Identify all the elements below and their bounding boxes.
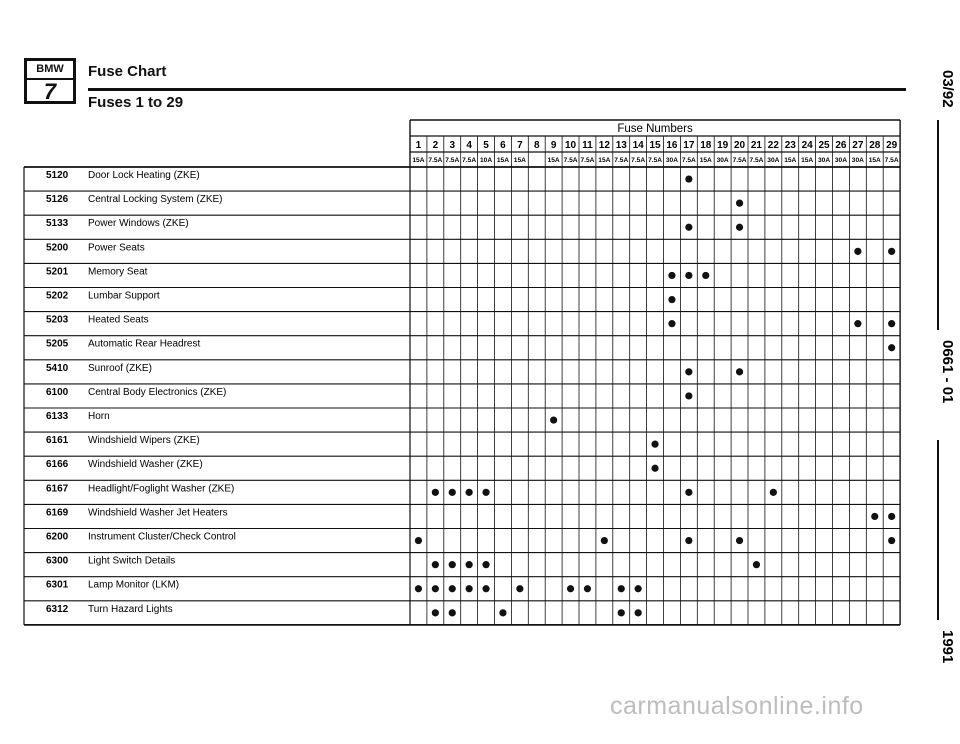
row-code: 5201	[46, 266, 69, 278]
fuse-dot-6100-17	[685, 392, 692, 399]
fuse-amperage-11: 7.5A	[580, 157, 595, 164]
fuse-dot-6167-17	[685, 489, 692, 496]
fuse-number-25: 25	[818, 140, 830, 151]
fuse-number-15: 15	[649, 140, 661, 151]
fuse-amperage-19: 30A	[716, 157, 729, 164]
fuse-amperage-16: 30A	[665, 157, 679, 164]
fuse-amperage-25: 30A	[817, 157, 831, 164]
row-code: 5203	[46, 314, 69, 326]
row-description: Instrument Cluster/Check Control	[88, 531, 236, 543]
fuse-dot-5410-20	[736, 368, 743, 375]
row-code: 6161	[46, 435, 69, 447]
row-description: Lumbar Support	[88, 290, 160, 302]
fuse-dot-6301-3	[449, 585, 456, 592]
logo-series: 7	[43, 79, 57, 104]
fuse-dot-6301-5	[482, 585, 489, 592]
fuse-dot-6312-3	[449, 609, 456, 616]
fuse-number-23: 23	[784, 140, 796, 151]
side-year-text: 1991	[939, 630, 956, 664]
fuse-amperage-9: 15A	[547, 157, 560, 164]
fuse-amperage-17: 7.5A	[681, 157, 696, 164]
fuse-number-6: 6	[500, 140, 506, 151]
row-description: Lamp Monitor (LKM)	[88, 579, 180, 591]
fuse-amperage-23: 15A	[784, 157, 797, 164]
side-year	[921, 630, 956, 670]
fuse-dot-6167-3	[449, 489, 456, 496]
row-code: 6133	[46, 411, 69, 422]
fuse-dot-6312-2	[432, 609, 439, 616]
row-code: 5410	[46, 362, 69, 374]
fuse-dot-5200-27	[854, 248, 861, 255]
fuse-number-14: 14	[632, 140, 644, 151]
row-description: Heated Seats	[88, 314, 149, 326]
fuse-amperage-15: 7.5A	[648, 157, 663, 164]
row-description: Door Lock Heating (ZKE)	[88, 170, 200, 181]
watermark: carmanualsonline.info	[610, 692, 864, 720]
title-rule	[88, 88, 906, 91]
fuse-number-20: 20	[733, 140, 746, 151]
fuse-number-17: 17	[683, 140, 695, 151]
fuse-dot-6301-2	[432, 585, 439, 592]
fuse-number-10: 10	[564, 140, 577, 151]
fuse-dot-6169-28	[871, 513, 878, 520]
fuse-dot-6312-13	[618, 609, 625, 616]
side-rule-top	[937, 120, 939, 330]
row-description: Windshield Washer Jet Heaters	[88, 507, 228, 519]
fuse-dot-5203-27	[854, 320, 861, 327]
fuse-amperage-10: 7.5A	[563, 157, 578, 164]
page-title: Fuse Chart	[88, 63, 167, 80]
fuse-dot-6300-5	[482, 561, 489, 568]
fuse-dot-5200-29	[888, 248, 895, 255]
fuse-amperage-24: 15A	[801, 157, 814, 164]
fuse-amperage-4: 7.5A	[462, 157, 477, 164]
fuse-amperage-14: 7.5A	[631, 157, 646, 164]
bmw-7-logo	[24, 58, 76, 104]
fuse-dot-6301-14	[635, 585, 642, 592]
fuse-amperage-1: 15A	[412, 157, 425, 164]
row-description: Central Body Electronics (ZKE)	[88, 386, 227, 398]
fuse-dot-6200-29	[888, 537, 895, 544]
side-date	[921, 70, 956, 110]
row-code: 5200	[46, 242, 69, 254]
fuse-amperage-18: 15A	[699, 157, 712, 164]
fuse-dot-5133-17	[685, 224, 692, 231]
fuse-dot-5410-17	[685, 368, 692, 375]
fuse-dot-5202-16	[668, 296, 675, 303]
side-rule-bottom	[937, 440, 939, 620]
fuse-dot-6301-4	[466, 585, 473, 592]
fuse-number-21: 21	[750, 140, 763, 151]
fuse-number-16: 16	[666, 140, 678, 151]
row-description: Turn Hazard Lights	[88, 603, 173, 615]
fuse-dot-5126-20	[736, 200, 743, 207]
row-description: Power Seats	[88, 242, 145, 254]
row-code: 6301	[46, 579, 69, 591]
fuse-number-13: 13	[615, 140, 627, 151]
fuse-dot-6312-14	[635, 609, 642, 616]
row-code: 5120	[46, 170, 69, 181]
fuse-dot-6166-15	[651, 465, 658, 472]
row-description: Sunroof (ZKE)	[88, 362, 152, 374]
fuse-dot-6301-7	[516, 585, 523, 592]
fuse-number-27: 27	[852, 140, 864, 151]
row-code: 6166	[46, 459, 69, 471]
row-code: 6312	[46, 603, 69, 615]
fuse-number-19: 19	[717, 140, 729, 151]
fuse-dot-5203-16	[668, 320, 675, 327]
side-date-text: 03/92	[939, 70, 956, 108]
fuse-number-24: 24	[801, 140, 813, 151]
row-code: 6167	[46, 483, 69, 495]
fuse-number-12: 12	[598, 140, 610, 151]
fuse-amperage-28: 15A	[868, 157, 881, 164]
row-description: Headlight/Foglight Washer (ZKE)	[88, 483, 235, 495]
fuse-dot-6301-10	[567, 585, 574, 592]
fuse-number-18: 18	[700, 140, 712, 151]
row-code: 5133	[46, 218, 69, 230]
fuse-amperage-20: 7.5A	[732, 157, 747, 164]
fuse-dot-6300-2	[432, 561, 439, 568]
fuse-number-11: 11	[582, 140, 593, 151]
fuse-number-29: 29	[886, 140, 898, 151]
row-code: 6100	[46, 386, 69, 398]
fuse-amperage-7: 15A	[513, 157, 526, 164]
fuse-number-7: 7	[517, 140, 523, 151]
row-description: Horn	[88, 411, 110, 422]
fuse-dot-6312-6	[499, 609, 506, 616]
fuse-dot-6300-21	[753, 561, 760, 568]
fuse-dot-6300-3	[449, 561, 456, 568]
fuse-amperage-22: 30A	[767, 157, 780, 164]
fuse-amperage-27: 30A	[851, 157, 864, 164]
fuse-number-2: 2	[432, 140, 439, 151]
fuse-dot-5133-20	[736, 224, 743, 231]
fuse-numbers-header: Fuse Numbers	[617, 123, 693, 135]
fuse-dot-6200-1	[415, 537, 422, 544]
fuse-number-4: 4	[466, 140, 472, 151]
fuse-dot-5201-18	[702, 272, 709, 279]
page-subtitle: Fuses 1 to 29	[88, 94, 184, 111]
row-code: 6300	[46, 555, 69, 567]
fuse-chart-table	[20, 120, 910, 640]
fuse-dot-6200-20	[736, 537, 743, 544]
row-description: Windshield Wipers (ZKE)	[88, 435, 200, 447]
row-code: 6169	[46, 507, 69, 519]
fuse-dot-5203-29	[888, 320, 895, 327]
row-code: 6200	[46, 531, 69, 543]
fuse-amperage-5: 10A	[479, 157, 493, 164]
fuse-amperage-6: 15A	[496, 157, 510, 164]
fuse-dot-5201-16	[668, 272, 675, 279]
row-description: Windshield Washer (ZKE)	[88, 459, 203, 471]
fuse-dot-6200-12	[601, 537, 608, 544]
row-description: Light Switch Details	[88, 555, 176, 567]
fuse-number-26: 26	[835, 140, 847, 151]
fuse-dot-6169-29	[888, 513, 895, 520]
fuse-dot-6161-15	[651, 441, 658, 448]
row-code: 5205	[46, 338, 69, 350]
side-code	[921, 340, 956, 430]
fuse-number-3: 3	[449, 140, 456, 151]
row-description: Memory Seat	[88, 266, 148, 278]
fuse-dot-5120-17	[685, 175, 692, 182]
fuse-amperage-12: 15A	[598, 157, 611, 164]
side-code-text: 0661 - 01	[939, 340, 956, 404]
row-description: Automatic Rear Headrest	[88, 338, 201, 350]
fuse-number-1: 1	[415, 140, 422, 151]
row-description: Central Locking System (ZKE)	[88, 194, 223, 206]
logo-brand: BMW	[27, 61, 73, 80]
fuse-number-22: 22	[767, 140, 779, 151]
fuse-dot-5205-29	[888, 344, 895, 351]
fuse-number-28: 28	[869, 140, 881, 151]
fuse-dot-6167-2	[432, 489, 439, 496]
fuse-dot-6301-1	[415, 585, 422, 592]
row-code: 5202	[46, 290, 69, 302]
fuse-dot-6200-17	[685, 537, 692, 544]
fuse-dot-6167-5	[482, 489, 489, 496]
fuse-amperage-13: 7.5A	[614, 157, 629, 164]
row-description: Power Windows (ZKE)	[88, 218, 189, 230]
fuse-dot-6300-4	[466, 561, 473, 568]
fuse-dot-6301-13	[618, 585, 625, 592]
fuse-number-5: 5	[483, 140, 489, 151]
row-code: 5126	[46, 194, 69, 206]
fuse-amperage-21: 7.5A	[749, 157, 764, 164]
fuse-amperage-26: 30A	[834, 157, 848, 164]
fuse-number-8: 8	[533, 140, 540, 151]
fuse-amperage-2: 7.5A	[428, 157, 443, 164]
fuse-dot-5201-17	[685, 272, 692, 279]
fuse-dot-6167-4	[466, 489, 473, 496]
fuse-amperage-29: 7.5A	[884, 157, 899, 164]
fuse-dot-6133-9	[550, 416, 557, 423]
fuse-number-9: 9	[550, 140, 557, 151]
fuse-dot-6167-22	[770, 489, 777, 496]
fuse-dot-6301-11	[584, 585, 591, 592]
fuse-amperage-3: 7.5A	[445, 157, 460, 164]
